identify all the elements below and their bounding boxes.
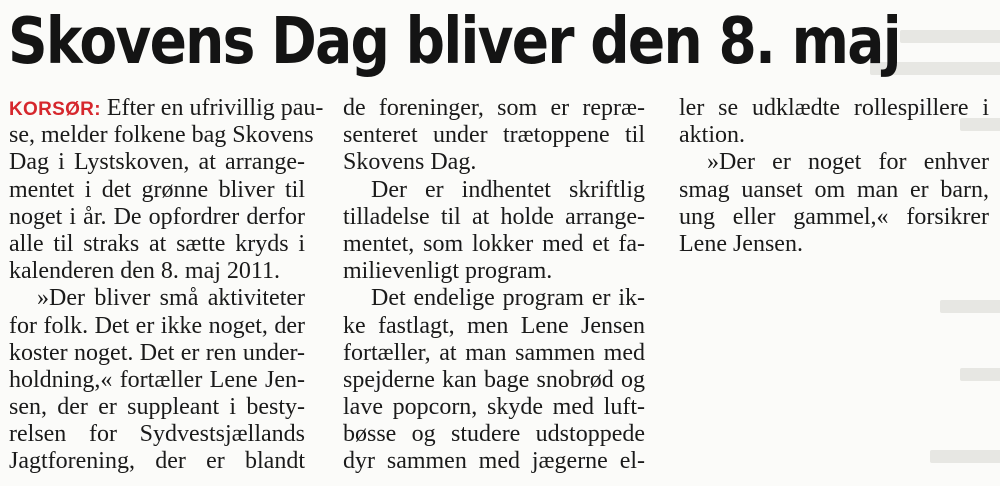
text-line: relsen for Sydvestsjællands bbox=[9, 421, 305, 448]
text-line: de foreninger, som er repræ- bbox=[343, 95, 645, 121]
paragraph bbox=[679, 149, 989, 258]
text-line: Det endelige program er ik- bbox=[371, 285, 645, 312]
text-line: mentet, som lokker med et fa- bbox=[343, 230, 645, 257]
text-line: holdning,« fortæller Lene Jen- bbox=[9, 366, 305, 393]
text-line: fortæller, at man sammen med bbox=[343, 339, 645, 366]
text-line: KORSØR: Efter en ufrivillig pau- bbox=[9, 95, 324, 121]
text-line: sen, der er suppleant i besty- bbox=[9, 394, 305, 421]
text-line: tilladelse til at holde arrange- bbox=[343, 203, 645, 230]
text-line: se, melder folkene bag Skovens bbox=[9, 122, 314, 149]
article-column-2 bbox=[343, 95, 645, 476]
text-line: for folk. Det er ikke noget, der bbox=[9, 312, 305, 339]
text-line: Lene Jensen. bbox=[679, 230, 803, 257]
text-line: aktion. bbox=[679, 122, 745, 149]
text-line: ler se udklædte rollespillere i bbox=[679, 95, 989, 121]
text-line: »Der bliver små aktiviteter bbox=[37, 285, 305, 312]
text-line: alle til straks at sætte kryds i bbox=[9, 230, 305, 257]
text-line: kalenderen den 8. maj 2011. bbox=[9, 258, 281, 285]
text-line: mentet i det grønne bliver til bbox=[9, 176, 305, 203]
paragraph bbox=[679, 95, 989, 149]
dateline: KORSØR: bbox=[9, 99, 101, 120]
text-line: Dag i Lystskoven, at arrange- bbox=[9, 149, 305, 176]
paragraph bbox=[343, 285, 645, 475]
article-column-3 bbox=[679, 95, 989, 258]
text-line: bøsse og studere udstoppede bbox=[343, 421, 645, 448]
paragraph bbox=[343, 95, 645, 177]
paragraph bbox=[9, 95, 324, 285]
headline: Skovens Dag bliver den 8. maj bbox=[8, 5, 900, 79]
text-line: noget i år. De opfordrer derfor bbox=[9, 203, 305, 230]
text-line: milievenligt program. bbox=[343, 258, 553, 285]
text-line: Jagtforening, der er blandt bbox=[9, 448, 305, 475]
text-line: Skovens Dag. bbox=[343, 149, 477, 176]
text-line: koster noget. Det er ren under- bbox=[9, 339, 305, 366]
paragraph bbox=[9, 285, 305, 475]
text-line: smag uanset om man er barn, bbox=[679, 176, 989, 203]
text-line: ung eller gammel,« forsikrer bbox=[679, 203, 989, 230]
text-line: senteret under trætoppene til bbox=[343, 122, 645, 149]
text-line: spejderne kan bage snobrød og bbox=[343, 366, 645, 393]
text-line: dyr sammen med jægerne el- bbox=[343, 448, 645, 475]
text-line: ke fastlagt, men Lene Jensen bbox=[343, 312, 645, 339]
paragraph bbox=[343, 177, 645, 286]
article-column-1 bbox=[9, 95, 324, 476]
text-line: lave popcorn, skyde med luft- bbox=[343, 394, 645, 421]
text-line: »Der er noget for enhver bbox=[707, 149, 989, 176]
text-line: Der er indhentet skriftlig bbox=[371, 176, 645, 203]
